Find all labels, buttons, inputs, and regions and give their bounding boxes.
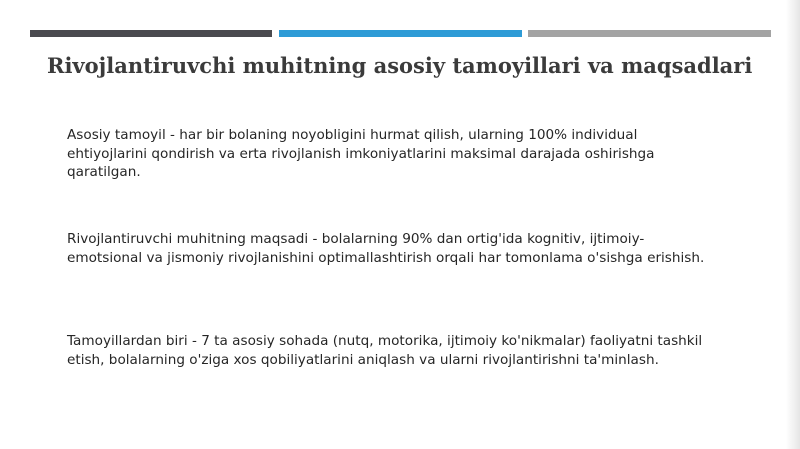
paragraph-goal: Rivojlantiruvchi muhitning maqsadi - bolalarning 90% dan ortig'ida kognitiv, ijtimoiy-emotsional va jismoniy rivojlanishini optimallashtirish orqali har tomonlama o'sishga erishish.: [67, 231, 705, 266]
paragraph-areas: Tamoyillardan biri - 7 ta asosiy sohada (nutq, motorika, ijtimoiy ko'nikmalar) faoliyatni tashkil etish, bolalarning o'ziga xos qobiliyatlarini aniqlash va ularni rivojlantirishni ta'minlash.: [67, 333, 703, 368]
paragraph-principle: Asosiy tamoyil - har bir bolaning noyobligini hurmat qilish, ularning 100% individual ehtiyojlarini qondirish va erta rivojlanish imkoniyatlarini maksimal darajada oshirishga qaratilgan.: [67, 127, 655, 180]
header-bar-middle: [279, 30, 522, 37]
slide-title: Rivojlantiruvchi muhitning asosiy tamoyillari va maqsadlari: [47, 53, 753, 78]
header-bar-left: [30, 30, 272, 37]
header-bar-right: [528, 30, 771, 37]
